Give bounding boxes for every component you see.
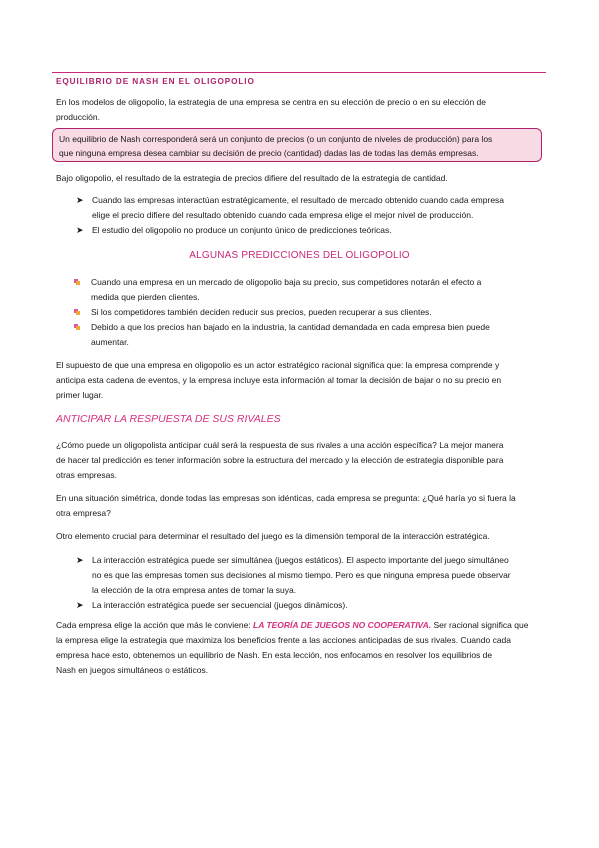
- square-bullet-icon: [74, 309, 80, 315]
- emphasis-text: LA TEORÍA DE JUEGOS NO COOPERATIVA.: [253, 620, 432, 630]
- arrow-bullet-icon: ➤: [76, 225, 84, 235]
- question-paragraph: ¿Cómo puede un oligopolista anticipar cuál será la respuesta de sus rivales a una acción específica? La mejor manera de hacer tal predicción es tener información sobre la estructura del mercado y la elección de estrategia disponible para otras empresas.: [56, 440, 504, 480]
- symmetric-paragraph: En una situación simétrica, donde todas las empresas son idénticas, cada empresa se pregunta: ¿Qué haría yo si fuera la otra empresa?: [56, 493, 516, 518]
- list-item: El estudio del oligopolio no produce un conjunto único de predicciones teóricas.: [92, 225, 392, 235]
- arrow-bullet-icon: ➤: [76, 195, 84, 205]
- square-bullet-icon: [74, 279, 80, 285]
- top-rule: [52, 72, 546, 73]
- final-paragraph: Cada empresa elige la acción que más le conviene: LA TEORÍA DE JUEGOS NO COOPERATIVA. Ser racional significa que la empresa elige la estrategia que maximiza los beneficios frente a las acciones anticipadas de sus rivales. Cuando cada empresa hace esto, obtenemos un equilibrio de Nash. En esta lección, nos enfocamos en resolver los equilibrios de Nash en juegos simultáneos o estáticos.: [56, 620, 529, 675]
- arrow-bullet-icon: ➤: [76, 555, 84, 565]
- list-item: Debido a que los precios han bajado en la industria, la cantidad demandada en cada empresa bien puede aumentar.: [91, 322, 490, 347]
- list-item: La interacción estratégica puede ser secuencial (juegos dinámicos).: [92, 600, 348, 610]
- page-heading: EQUILIBRIO DE NASH EN EL OLIGOPOLIO: [56, 77, 255, 86]
- arrow-bullet-icon: ➤: [76, 600, 84, 610]
- list-item: La interacción estratégica puede ser simultánea (juegos estáticos). El aspecto importante del juego simultáneo no es que las empresas tomen sus decisiones al mismo tiempo. Pero es que ninguna empresa puede observar la elección de la otra empresa antes de tomar la suya.: [92, 555, 511, 595]
- list-item: Cuando las empresas interactúan estratégicamente, el resultado de mercado obtenido cuando cada empresa elige el precio difiere del resultado obtenido cuando cada empresa elige el mejor nivel de producción.: [92, 195, 505, 220]
- predictions-title: ALGUNAS PREDICCIONES DEL OLIGOPOLIO: [189, 250, 410, 261]
- section-title: ANTICIPAR LA RESPUESTA DE SUS RIVALES: [56, 413, 281, 425]
- list-item: Cuando una empresa en un mercado de oligopolio baja su precio, sus competidores notarán el efecto a medida que pierden clientes.: [91, 277, 482, 302]
- temporal-paragraph: Otro elemento crucial para determinar el resultado del juego es la dimensión temporal de la interacción estratégica.: [56, 531, 490, 541]
- result-paragraph: Bajo oligopolio, el resultado de la estrategia de precios difiere del resultado de la estrategia de cantidad.: [56, 173, 448, 183]
- square-bullet-icon: [74, 324, 80, 330]
- intro-paragraph: En los modelos de oligopolio, la estrategia de una empresa se centra en su elección de precio o en su elección de producción.: [56, 97, 486, 122]
- rational-paragraph: El supuesto de que una empresa en oligopolio es un actor estratégico racional significa que: la empresa comprende y anticipa esta cadena de eventos, y la empresa incluye esta información al tomar la decisión de bajar o no su precio en primer lugar.: [56, 360, 502, 400]
- list-item: Si los competidores también deciden reducir sus precios, pueden recuperar a sus clientes.: [91, 307, 432, 317]
- definition-box: Un equilibrio de Nash corresponderá será un conjunto de precios (o un conjunto de niveles de producción) para los que ninguna empresa desea cambiar su decisión de precio (cantidad) dadas las de todas las demás empresas.: [52, 128, 542, 162]
